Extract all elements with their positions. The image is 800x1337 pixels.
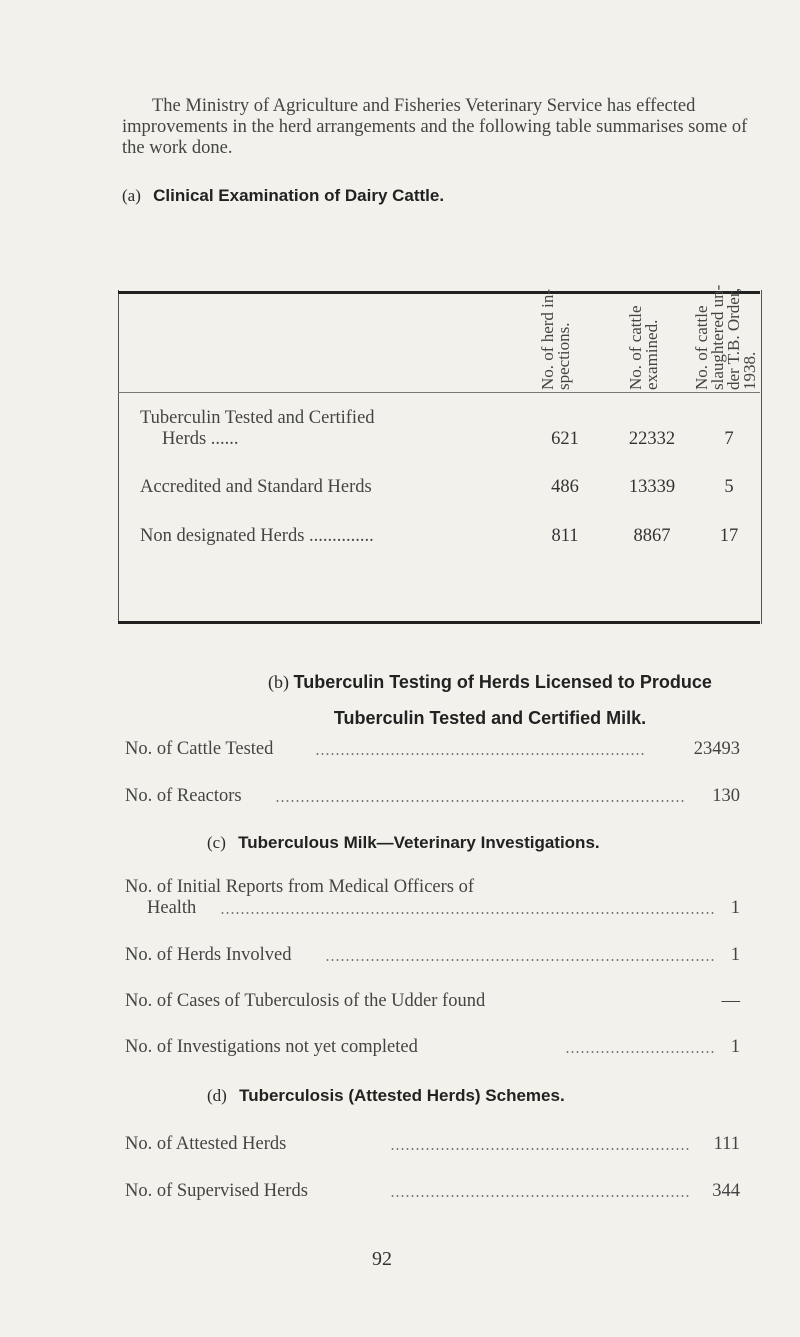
stat-line-label: No. of Attested Herds: [125, 1134, 287, 1154]
stat-line-value: 1: [730, 898, 740, 918]
stat-line-attested-herds: [125, 1134, 740, 1158]
section-d-heading: [207, 1086, 565, 1106]
column-header-inspections-line: [540, 289, 572, 390]
leader-dots: [220, 912, 715, 914]
column-header-line: examined.: [642, 319, 661, 390]
column-header-line: spections.: [554, 322, 573, 390]
leader-dots: [390, 1195, 690, 1197]
section-b-heading: [220, 664, 760, 736]
column-header-slaughtered: [692, 284, 759, 390]
section-b-title-line2: Tuberculin Tested and Certified Milk.: [333, 708, 647, 728]
stat-line-value: 1: [730, 945, 740, 965]
column-header-inspections-text: [540, 289, 572, 390]
leader-dots: [565, 1051, 715, 1053]
section-b-title-line1: Tuberculin Testing of Herds Licensed to Produce: [293, 672, 712, 692]
stat-line-label: No. of Cases of Tuberculosis of the Udder found: [125, 991, 486, 1011]
stat-line-label: No. of Reactors: [125, 786, 242, 806]
column-header-examined: [628, 300, 668, 390]
stat-line-value: 111: [713, 1134, 740, 1154]
table-bottom-rule: [118, 621, 760, 624]
column-header-line: No. of herd in-: [538, 288, 557, 390]
stat-line-value: 344: [712, 1181, 740, 1201]
page-number: 92: [372, 1248, 392, 1270]
table-row-2-label: Accredited and Standard Herds: [140, 477, 372, 497]
section-a-label: (a): [122, 186, 141, 205]
column-header-slaughtered-text: [694, 285, 758, 390]
column-header-line: No. of cattle: [692, 305, 711, 390]
stat-line-value: —: [721, 991, 740, 1011]
stat-line-value: 130: [712, 786, 740, 806]
table-row-3-slaughtered: 17: [719, 526, 739, 546]
column-header-examined-line: [628, 306, 660, 391]
column-header-line: slaughtered un-: [708, 284, 727, 390]
stat-line-label: No. of Herds Involved: [125, 945, 292, 965]
stat-line-label: Health: [147, 898, 197, 918]
table-row-1-label: [140, 408, 375, 450]
table-row-3-examined: 8867: [633, 526, 671, 546]
section-d-title: Tuberculosis (Attested Herds) Schemes.: [239, 1086, 565, 1105]
stat-line-herds-involved: [125, 945, 740, 969]
table-row-2-slaughtered: 5: [724, 477, 734, 497]
column-header-inspections: [538, 288, 580, 390]
table-row-3-inspections: 811: [551, 526, 579, 546]
table-row-2-examined: 13339: [628, 477, 676, 497]
column-header-line: 1938.: [740, 351, 759, 390]
column-header-examined-text: [628, 306, 660, 391]
table-row-1-examined: 22332: [628, 429, 676, 449]
table-header-rule: [118, 392, 760, 393]
stat-line-label: No. of Supervised Herds: [125, 1181, 308, 1201]
intro-paragraph: The Ministry of Agriculture and Fisheries Veterinary Service has effected improvements in the herd arrangements and the following table summarises some of the work done.: [122, 96, 748, 158]
section-a-title: Clinical Examination of Dairy Cattle.: [153, 186, 445, 205]
stat-line-initial-reports: [125, 898, 740, 922]
leader-dots: [315, 753, 645, 755]
section-b-label: (b): [268, 672, 290, 692]
stat-line-label: No. of Cattle Tested: [125, 739, 274, 759]
stat-line-investigations: [125, 1037, 740, 1061]
stat-line-value: 1: [730, 1037, 740, 1057]
table-row-2-inspections: 486: [551, 477, 579, 497]
table-row-1-inspections: 621: [551, 429, 579, 449]
table-row-1-label-line1: Tuberculin Tested and Certified: [140, 408, 375, 428]
section-c-heading: [207, 833, 600, 853]
table-top-rule: [118, 291, 760, 294]
section-c-title: Tuberculous Milk—Veterinary Investigations.: [238, 833, 600, 852]
column-header-line: No. of cattle: [626, 305, 645, 390]
stat-line-udder-cases: [125, 991, 740, 1015]
stat-line-cattle-tested: [125, 739, 740, 763]
stat-line-label: No. of Investigations not yet completed: [125, 1037, 418, 1057]
stat-line-value: 23493: [693, 739, 740, 759]
section-d-label: (d): [207, 1086, 227, 1105]
table-row-1-slaughtered: 7: [724, 429, 734, 449]
leader-dots: [275, 800, 685, 802]
stat-line-supervised-herds: [125, 1181, 740, 1205]
column-header-line: der T.B. Order,: [724, 287, 743, 390]
leader-dots: [325, 959, 715, 961]
stat-line-reactors: [125, 786, 740, 810]
table-row-1-label-line2: Herds ......: [162, 429, 239, 449]
stat-line-label-line1: No. of Initial Reports from Medical Officers of: [125, 877, 475, 897]
table-row-3-label: Non designated Herds ..............: [140, 526, 374, 546]
section-c-label: (c): [207, 833, 226, 852]
leader-dots: [390, 1148, 690, 1150]
column-header-slaughtered-line: [694, 285, 758, 390]
section-a-heading: [122, 186, 444, 206]
